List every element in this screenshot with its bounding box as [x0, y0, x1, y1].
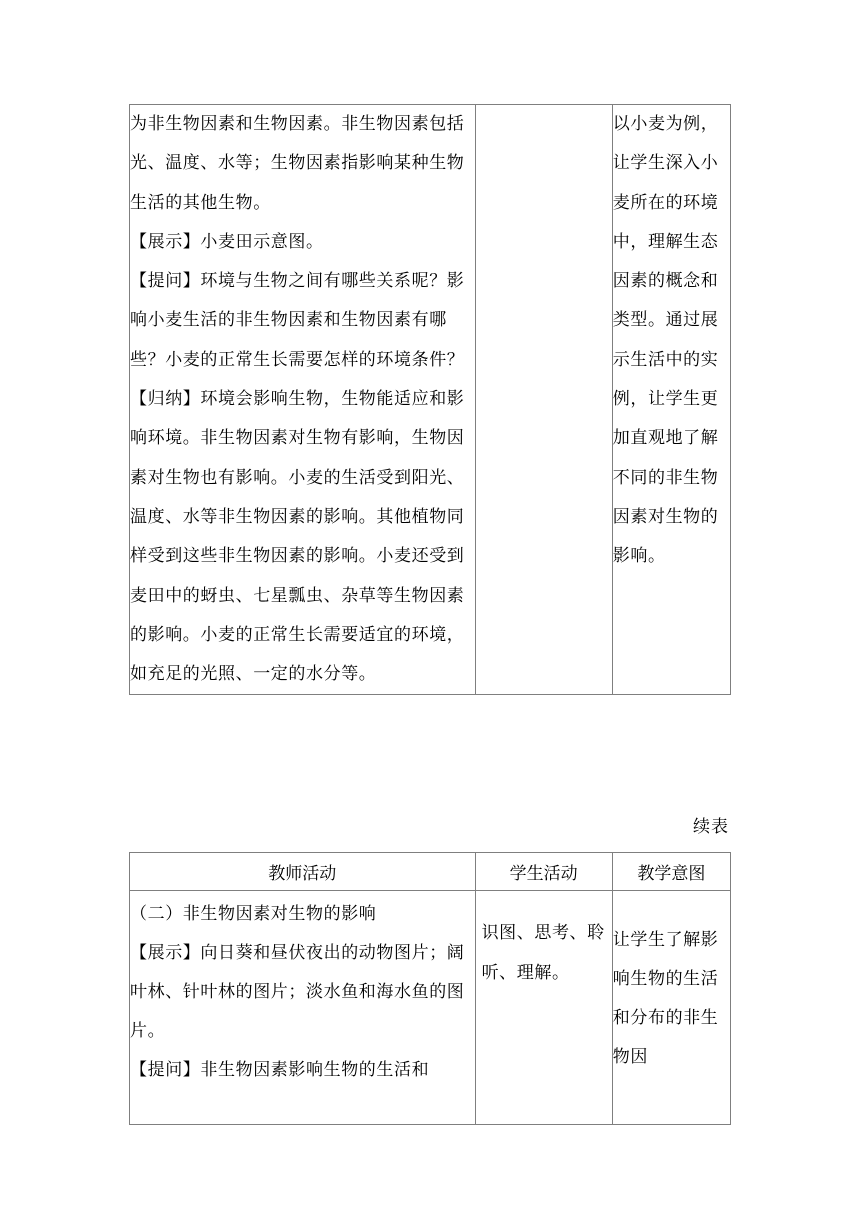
teaching-intent-cell: 以小麦为例，让学生深入小麦所在的环境中，理解生态因素的概念和类型。通过展示生活中的实例，让学生更加直观地了解不同的非生物因素对生物的影响。: [612, 105, 730, 695]
teaching-intent-cell: 让学生了解影响生物的生活和分布的非生物因: [612, 891, 730, 1125]
teacher-paragraph: 为非生物因素和生物因素。非生物因素包括光、温度、水等；生物因素指影响某种生物生活的其他生物。: [130, 114, 465, 213]
teacher-paragraph: 【展示】向日葵和昼伏夜出的动物图片；阔叶林、针叶林的图片；淡水鱼和海水鱼的图片。: [130, 943, 465, 1041]
table-row: [130, 891, 731, 1125]
teacher-paragraph: （二）非生物因素对生物的影响: [130, 904, 377, 924]
table-header-row: [130, 853, 731, 891]
continued-label: 续表: [693, 817, 729, 837]
teacher-paragraph: 【归纳】环境会影响生物，生物能适应和影响环境。非生物因素对生物有影响，生物因素对生物也有影响。小麦的生活受到阳光、温度、水等非生物因素的影响。其他植物同样受到这些非生物因素的影响。小麦还受到麦田中的蚜虫、七星瓢虫、杂草等生物因素的影响。小麦的正常生长需要适宜的环境，如充足的光照、一定的水分等。: [130, 389, 465, 685]
teacher-paragraph: 【展示】小麦田示意图。: [130, 231, 324, 252]
teacher-paragraph: 【提问】非生物因素影响生物的生活和: [130, 1060, 430, 1080]
lesson-table-top: [129, 104, 731, 695]
teacher-activity-cell: [130, 105, 476, 695]
lesson-table-bottom: [129, 852, 731, 1125]
teacher-paragraph: 【提问】环境与生物之间有哪些关系呢？影响小麦生活的非生物因素和生物因素有哪些？小麦的正常生长需要怎样的环境条件？: [130, 271, 465, 370]
table-row: [130, 105, 731, 695]
header-teacher-activity: 教师活动: [130, 853, 476, 891]
teacher-activity-cell: [130, 891, 476, 1125]
header-student-activity: 学生活动: [475, 853, 612, 891]
student-activity-cell: [475, 105, 612, 695]
header-teaching-intent: 教学意图: [612, 853, 730, 891]
student-activity-cell: 识图、思考、聆听、理解。: [475, 891, 612, 1125]
